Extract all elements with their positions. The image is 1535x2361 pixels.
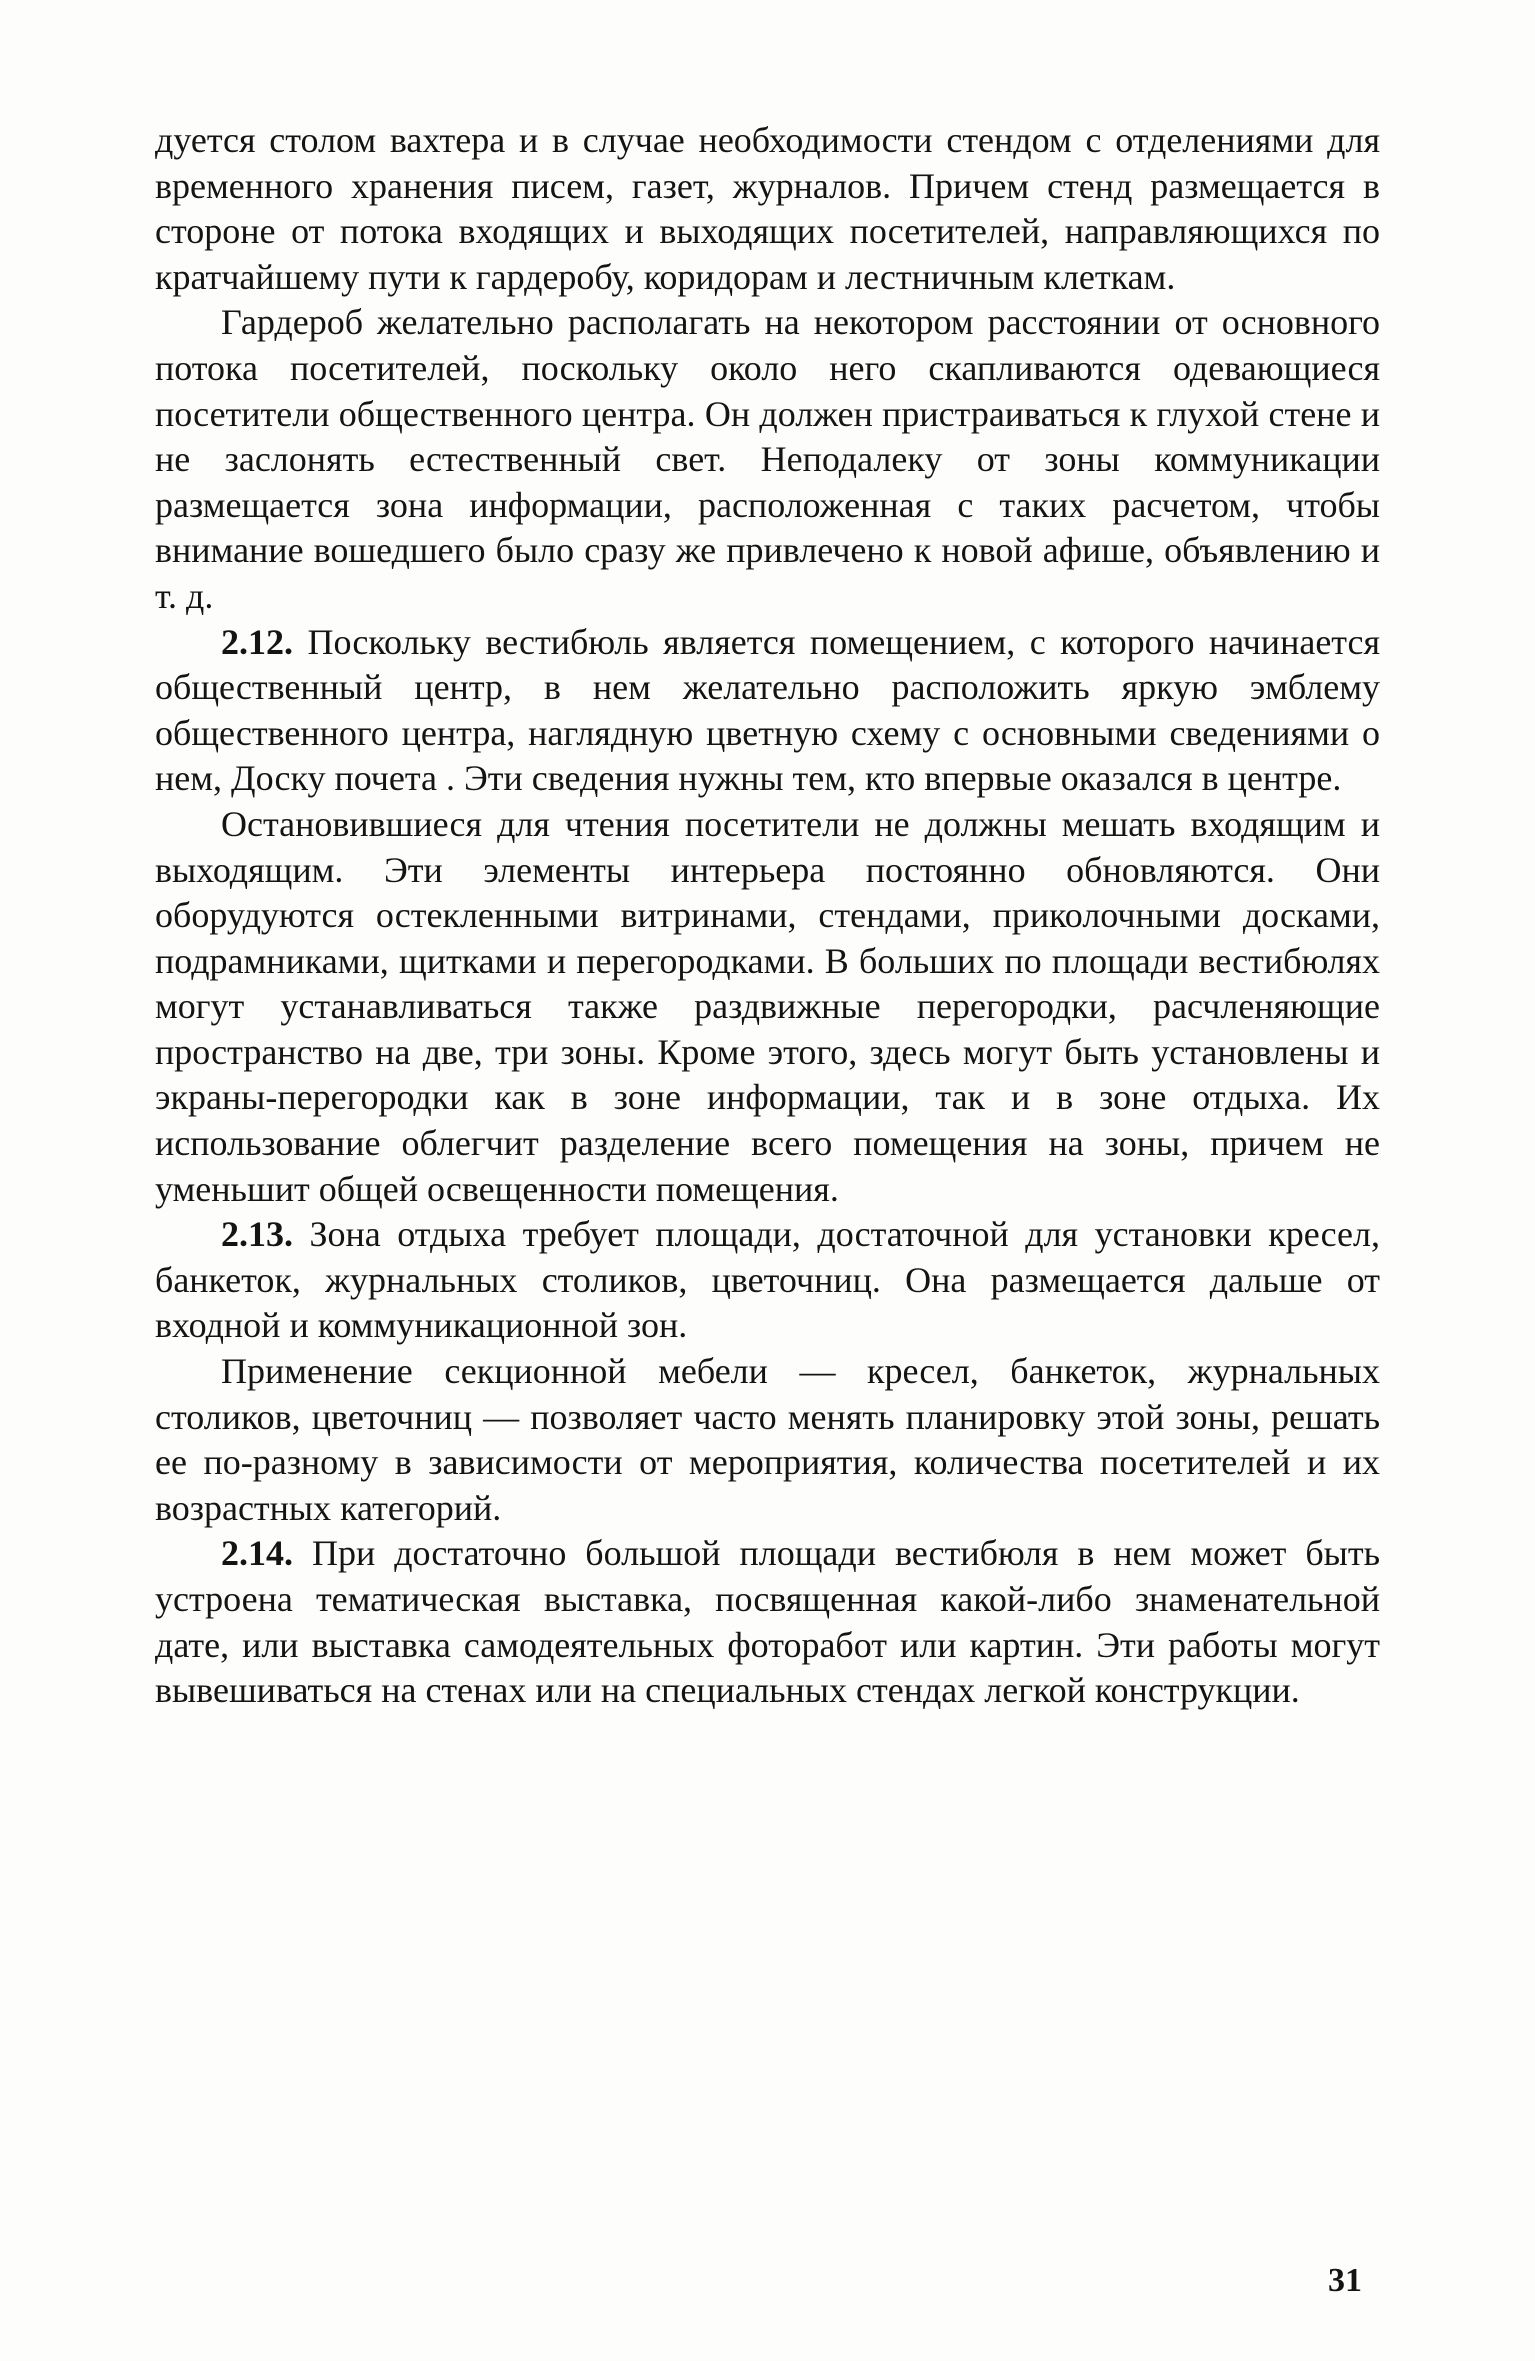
paragraph bbox=[155, 1349, 1380, 1531]
section-paragraph-2-14 bbox=[155, 1531, 1380, 1713]
section-paragraph-2-13 bbox=[155, 1212, 1380, 1349]
paragraph-text: Остановившиеся для чтения посетители не должны мешать входящим и выходящим. Эти элементы интерьера постоянно обновляются. Они оборудуются остекленными витринами, стендами, приколочными досками, подрамниками, щитками и перегородками. В больших по площади вестибюлях могут устанавливаться также раздвижные перегородки, расчленяющие пространство на две, три зоны. Кроме этого, здесь могут быть установлены и экраны-перегородки как в зоне информации, так и в зоне отдыха. Их использование облегчит разделение всего помещения на зоны, причем не уменьшит общей освещенности помещения. bbox=[155, 803, 1380, 1209]
section-number: 2.12. bbox=[221, 621, 293, 662]
paragraph-text: Применение секционной мебели — кресел, банкеток, журнальных столиков, цветочниц — позволяет часто менять планировку этой зоны, решать ее по-разному в зависимости от мероприятия, количества посетителей и их возрастных категорий. bbox=[155, 1351, 1380, 1528]
page-number: 31 bbox=[1328, 2262, 1362, 2299]
paragraph-text: Поскольку вестибюль является помещением, с которого начинается общественный центр, в нем желательно расположить яркую эмблему общественного центра, наглядную цветную схему с основными сведениями о нем, Доску почета . Эти сведения нужны тем, кто впервые оказался в центре. bbox=[155, 621, 1381, 799]
section-number: 2.13. bbox=[221, 1214, 293, 1255]
paragraph-text: При достаточно большой площади вестибюля в нем может быть устроена тематическая выставка, посвященная какой-либо знаменательной дате, или выставка самодеятельных фоторабот или картин. Эти работы могут вывешиваться на стенах или на специальных стендах легкой конструкции. bbox=[155, 1533, 1381, 1711]
paragraph-text: дуется столом вахтера и в случае необходимости стендом с отделениями для временного хранения писем, газет, журналов. Причем стенд размещается в стороне от потока входящих и выходящих посетителей, направляющихся по кратчайшему пути к гардеробу, коридорам и лестничным клеткам. bbox=[155, 120, 1380, 297]
paragraph bbox=[155, 118, 1380, 300]
section-paragraph-2-12 bbox=[155, 620, 1380, 802]
paragraph bbox=[155, 300, 1380, 619]
body-text bbox=[155, 118, 1380, 1714]
section-number: 2.14. bbox=[221, 1533, 293, 1574]
paragraph bbox=[155, 802, 1380, 1212]
paragraph-text: Гардероб желательно располагать на некотором расстоянии от основного потока посетителей, поскольку около него скапливаются одевающиеся посетители общественного центра. Он должен пристраиваться к глухой стене и не заслонять естественный свет. Неподалеку от зоны коммуникации размещается зона информации, расположенная с таких расчетом, чтобы внимание вошедшего было сразу же привлечено к новой афише, объявлению и т. д. bbox=[155, 302, 1380, 616]
paragraph-text: Зона отдыха требует площади, достаточной для установки кресел, банкеток, журнальных столиков, цветочниц. Она размещается дальше от входной и коммуникационной зон. bbox=[155, 1214, 1380, 1346]
